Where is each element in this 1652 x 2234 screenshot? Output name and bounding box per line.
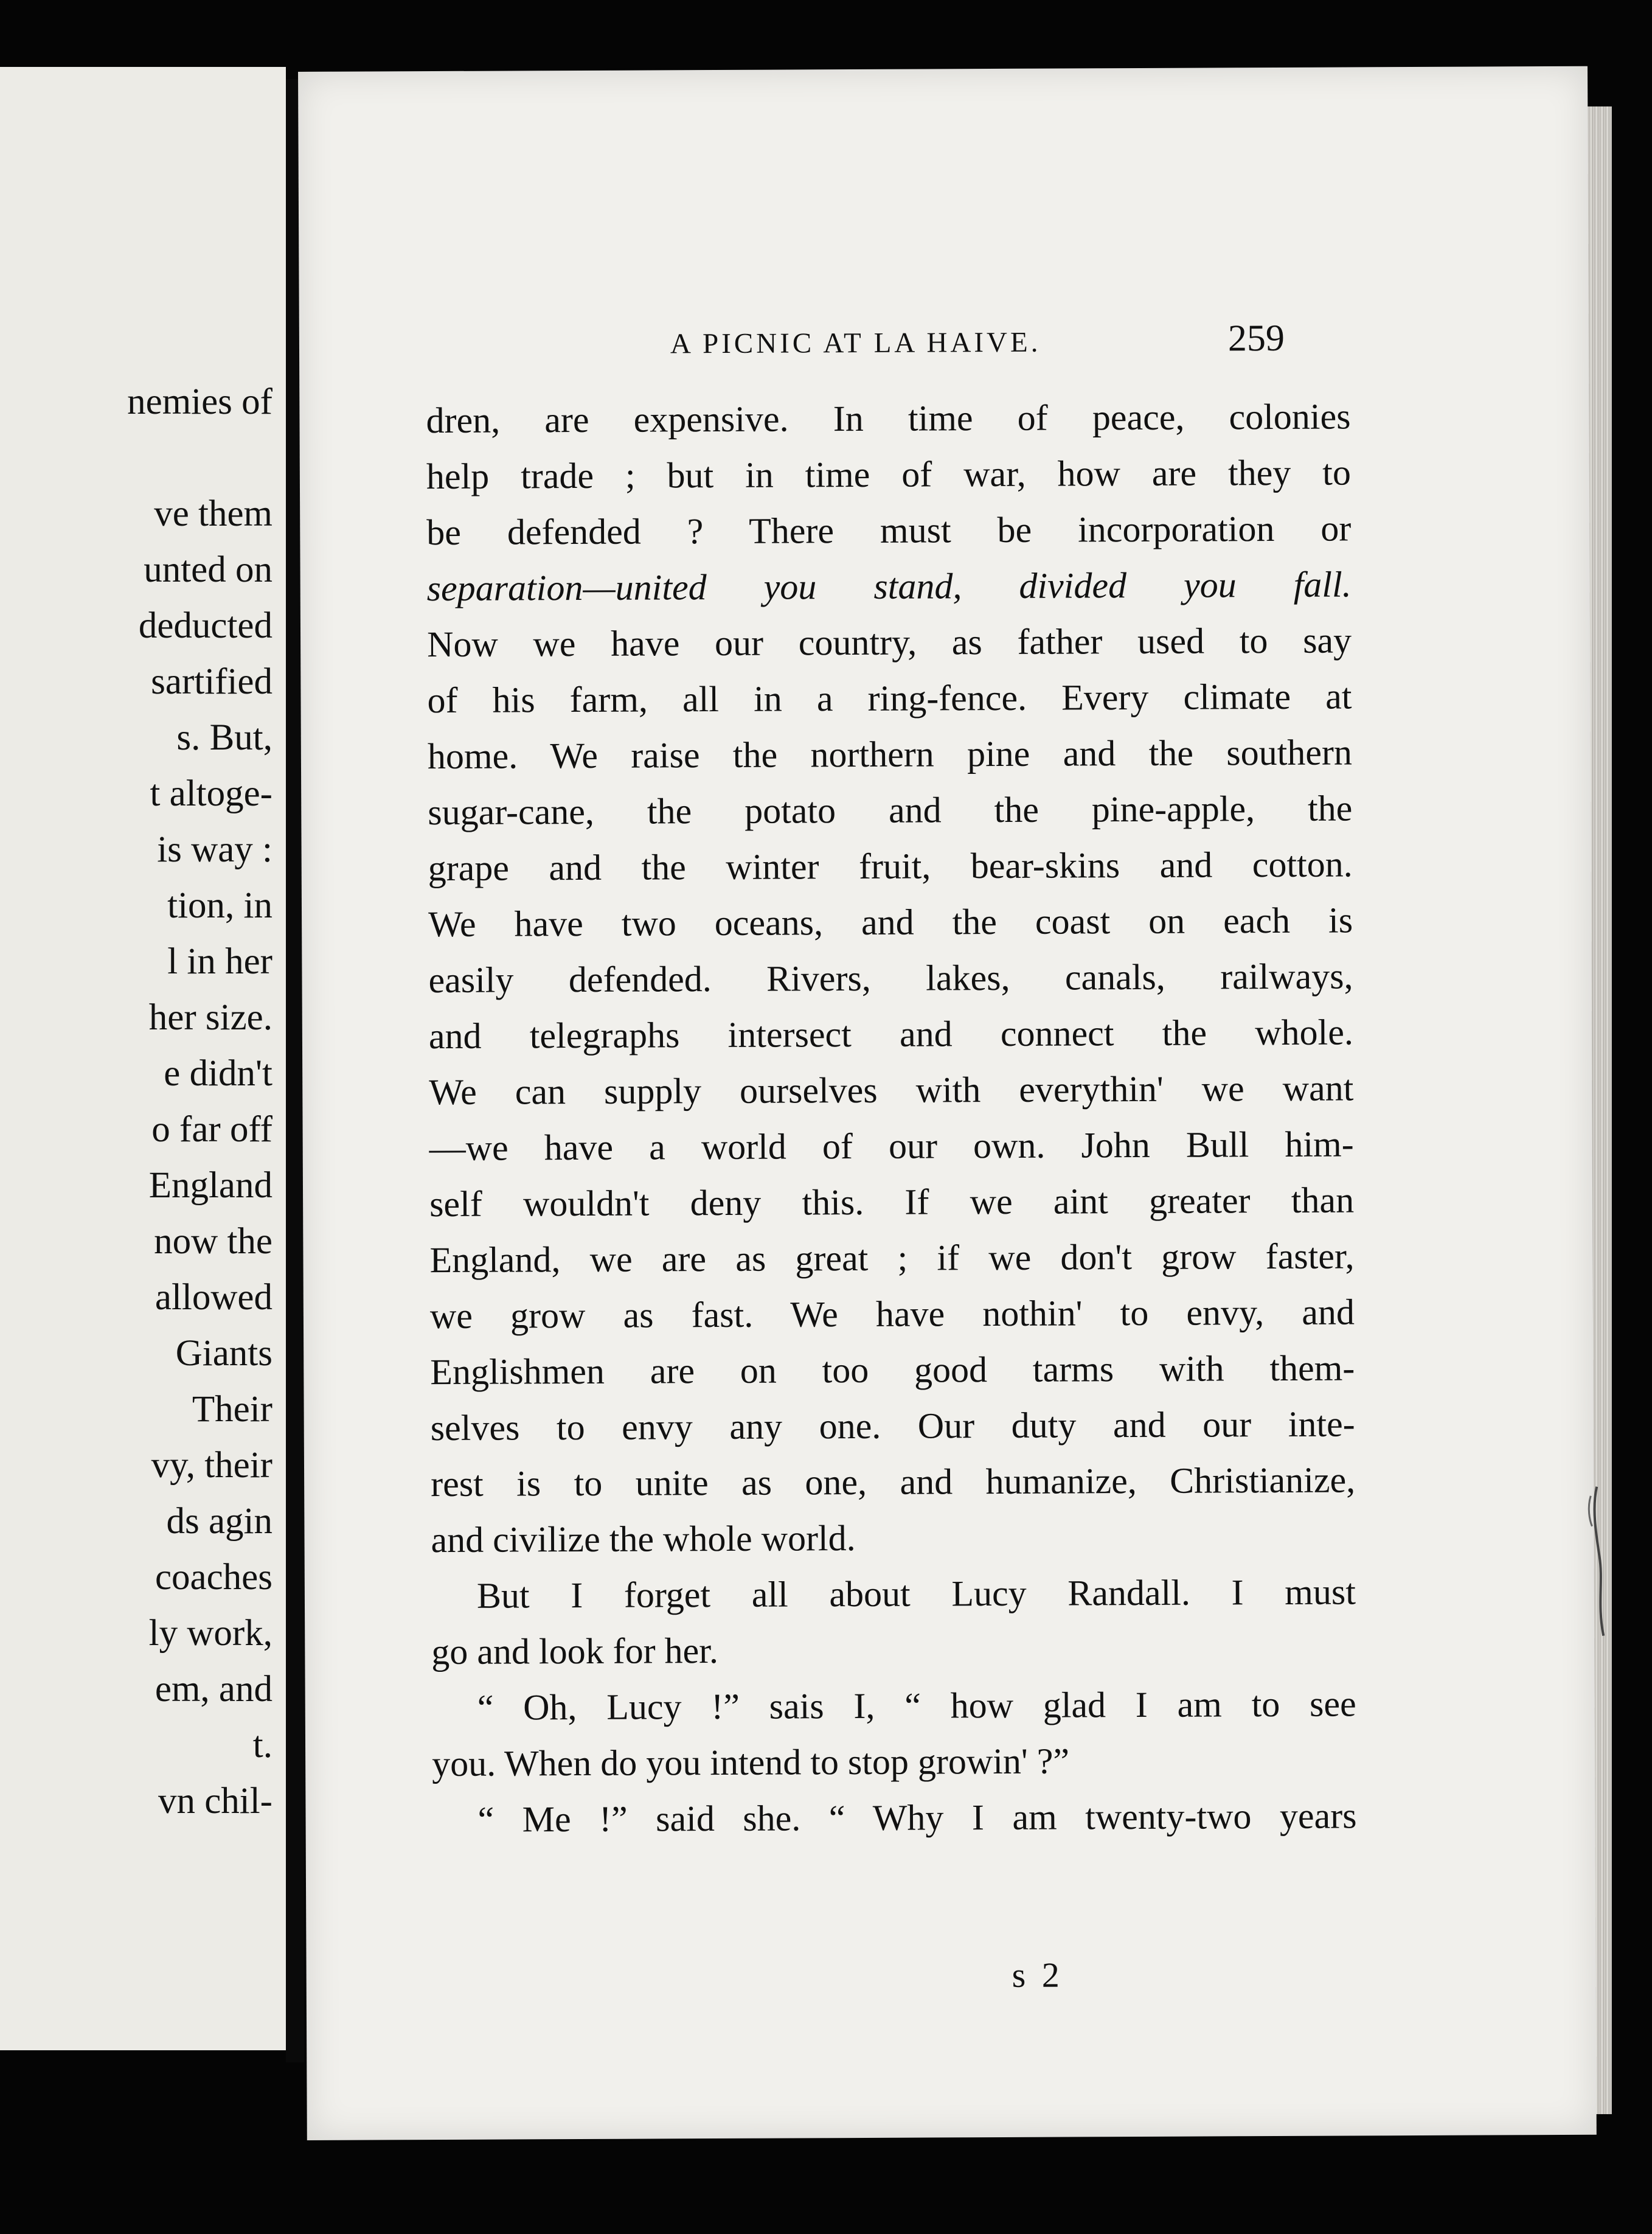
text-line: self wouldn't deny this. If we aint greater than <box>429 1180 1355 1225</box>
text-line: and telegraphs intersect and connect the whole. <box>428 1012 1354 1057</box>
left-page-line: allowed <box>154 1277 272 1318</box>
left-page-line: t altoge- <box>150 773 272 814</box>
left-page-line: her size. <box>148 997 272 1038</box>
left-page-line: l in her <box>167 941 272 982</box>
page-number: 259 <box>1227 317 1285 360</box>
text-line: rest is to unite as one, and humanize, Christianize, <box>430 1460 1356 1505</box>
text-line: easily defended. Rivers, lakes, canals, railways, <box>428 956 1353 1001</box>
running-head <box>299 317 1285 364</box>
text-line: dren, are expensive. In time of peace, colonies <box>426 396 1351 441</box>
text-line: go and look for her. <box>431 1630 719 1672</box>
text-line: —we have a world of our own. John Bull him- <box>429 1124 1354 1169</box>
left-page-line: e didn't <box>164 1053 272 1094</box>
left-page-line: is way : <box>157 829 272 870</box>
body-text <box>426 388 1357 1840</box>
left-page-line: s. But, <box>176 717 272 758</box>
left-page-line: Their <box>192 1389 272 1430</box>
left-page-line: sartified <box>151 661 272 702</box>
left-page-line: England <box>148 1165 272 1206</box>
right-page <box>298 66 1597 2140</box>
left-page-line: ds agin <box>166 1501 272 1542</box>
running-head-title: A PICNIC AT LA HAIVE. <box>670 326 1041 360</box>
left-page-line: deducted <box>138 605 272 646</box>
left-page-line: coaches <box>154 1557 272 1598</box>
left-page-line: tion, in <box>167 885 272 926</box>
left-page-line: Giants <box>175 1333 272 1374</box>
signature-mark: s 2 <box>1012 1955 1063 1995</box>
left-page-fragment <box>0 67 286 2050</box>
text-line: But I forget all about Lucy Randall. I must <box>476 1571 1356 1616</box>
left-page-line: t. <box>252 1725 272 1766</box>
text-line: home. We raise the northern pine and the southern <box>427 732 1353 777</box>
text-line: Englishmen are on too good tarms with them- <box>430 1348 1355 1393</box>
text-line: be defended ? There must be incorporation or <box>426 508 1352 553</box>
left-page-line: ly work, <box>148 1613 272 1654</box>
text-line: you. When do you intend to stop growin' ?” <box>431 1741 1070 1784</box>
text-line: “ Me !” said she. “ Why I am twenty-two years <box>477 1795 1357 1840</box>
text-line: Now we have our country, as father used to say <box>426 620 1352 665</box>
text-line: England, we are as great ; if we don't grow faster, <box>429 1236 1355 1281</box>
left-page-line: ve them <box>154 493 272 534</box>
text-line: selves to envy any one. Our duty and our inte- <box>430 1404 1355 1449</box>
text-line: sugar-cane, the potato and the pine-apple, the <box>428 788 1353 833</box>
left-page-line: now the <box>154 1221 272 1262</box>
text-line: We have two oceans, and the coast on each is <box>428 900 1353 945</box>
left-page-line: nemies of <box>127 381 272 422</box>
text-line: separation—united you stand, divided you fall. <box>426 564 1352 609</box>
text-line: of his farm, all in a ring-fence. Every climate at <box>427 676 1352 721</box>
left-page-line: o far off <box>151 1109 272 1150</box>
left-page-line: vy, their <box>151 1445 272 1486</box>
text-line: we grow as fast. We have nothin' to envy, and <box>429 1292 1355 1337</box>
left-page-line: em, and <box>154 1669 272 1710</box>
text-line: and civilize the whole world. <box>431 1518 856 1561</box>
text-line: We can supply ourselves with everythin' we want <box>429 1068 1354 1113</box>
text-line: grape and the winter fruit, bear-skins and cotton. <box>428 844 1353 889</box>
pencil-margin-mark <box>1578 1484 1616 1642</box>
text-line: help trade ; but in time of war, how are they to <box>426 452 1352 497</box>
left-page-line: vn chil- <box>158 1781 272 1822</box>
text-line: “ Oh, Lucy !” sais I, “ how glad I am to see <box>477 1683 1356 1728</box>
left-page-line: unted on <box>144 549 272 590</box>
